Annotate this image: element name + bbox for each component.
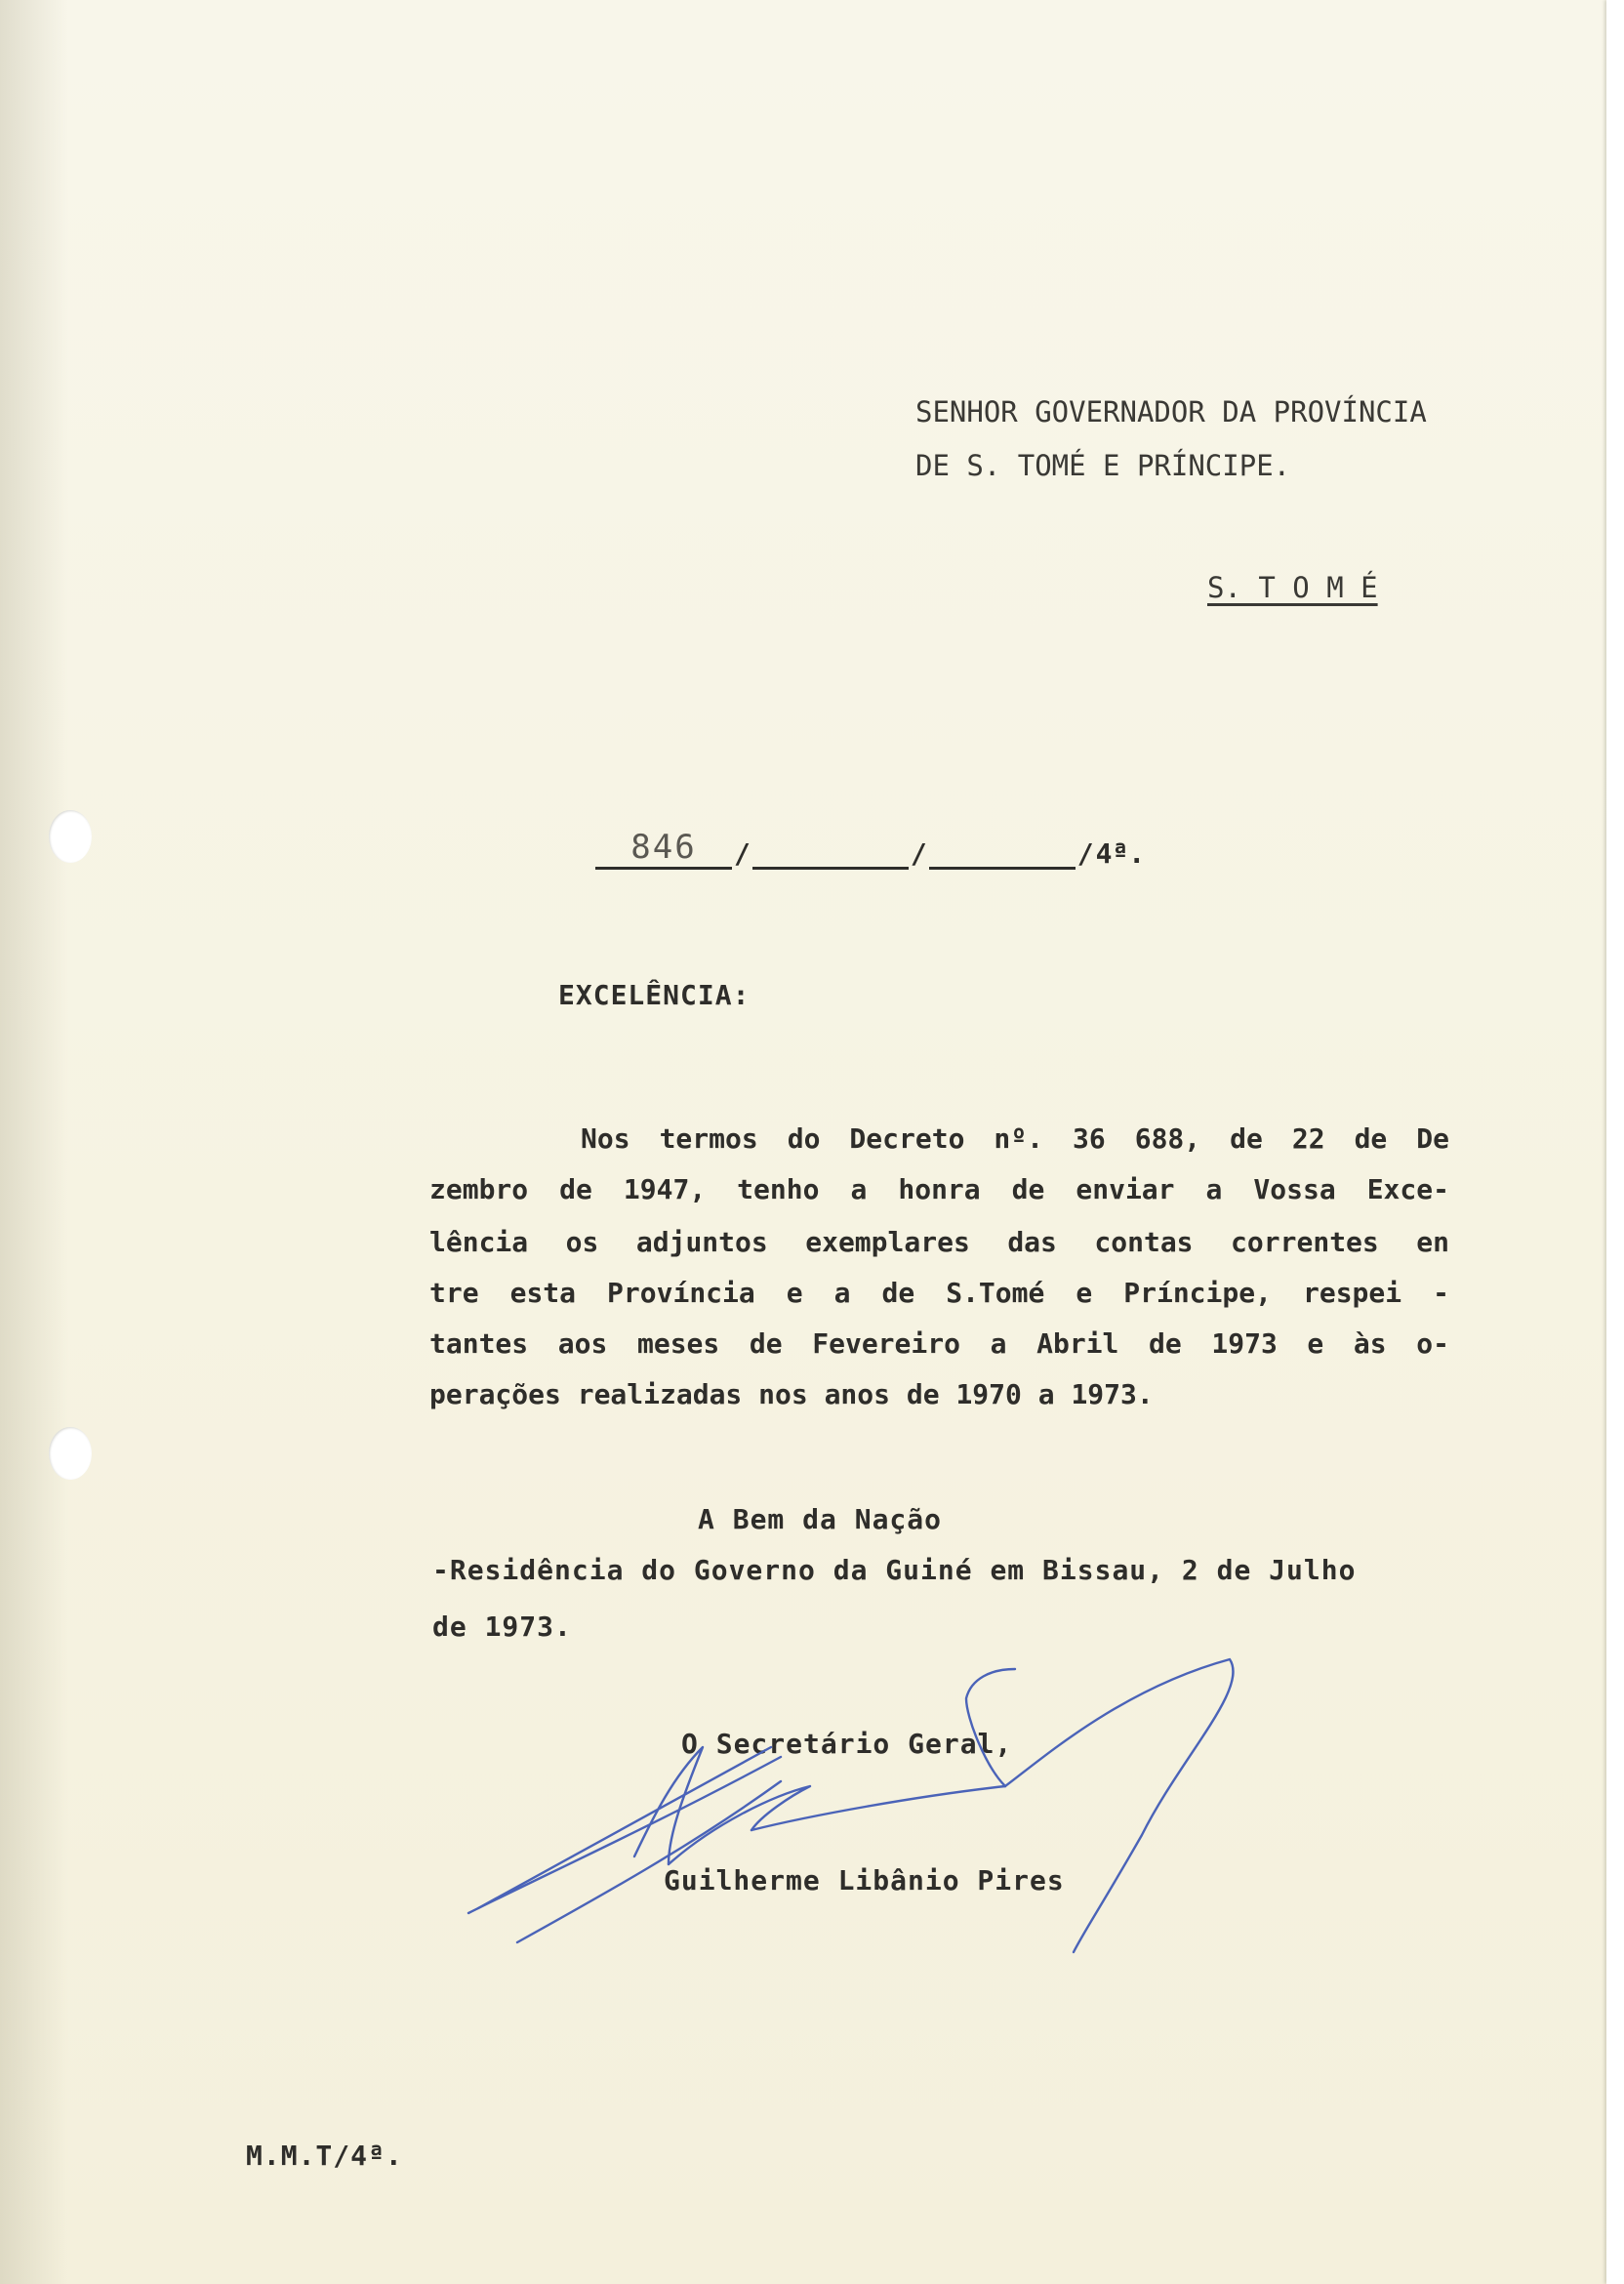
- signatory-title: O Secretário Geral,: [681, 1728, 1013, 1760]
- addressee-line-2: DE S. TOMÉ E PRÍNCIPE.: [915, 449, 1291, 482]
- closing-place-line-1: -Residência do Governo da Guiné em Bissau, 2 de Julho: [432, 1554, 1357, 1586]
- addressee-city: S. T O M É: [1207, 571, 1378, 604]
- body-line-6: perações realizadas nos anos de 1970 a 1973.: [429, 1378, 1154, 1410]
- body-line-1: Nos termos do Decreto nº. 36 688, de 22 de De: [581, 1122, 1449, 1155]
- footer-reference: M.M.T/4ª.: [246, 2140, 403, 2172]
- page-right-edge: [1606, 0, 1624, 2284]
- closing-motto: A Bem da Nação: [698, 1503, 943, 1535]
- salutation: EXCELÊNCIA:: [558, 979, 751, 1011]
- reference-suffix: 4ª.: [1095, 837, 1146, 870]
- reference-line: 846 / / / 4ª.: [595, 828, 1145, 870]
- reference-blank-1: [752, 837, 909, 870]
- reference-blank-2: [929, 837, 1076, 870]
- body-line-4: tre esta Província e a de S.Tomé e Príncipe, respei -: [429, 1277, 1449, 1309]
- addressee-line-1: SENHOR GOVERNADOR DA PROVÍNCIA: [915, 395, 1427, 428]
- closing-place-line-2: de 1973.: [432, 1611, 572, 1643]
- reference-number: 846: [595, 828, 732, 870]
- signatory-name: Guilherme Libânio Pires: [664, 1864, 1065, 1897]
- body-line-5: tantes aos meses de Fevereiro a Abril de 1973 e às o-: [429, 1327, 1449, 1360]
- handwritten-signature: [459, 1650, 1259, 1962]
- punch-hole-top: [49, 810, 92, 863]
- body-line-2: zembro de 1947, tenho a honra de enviar a Vossa Exce-: [429, 1173, 1449, 1205]
- page-left-shadow: [0, 0, 68, 2284]
- punch-hole-bottom: [49, 1427, 92, 1480]
- body-line-3: lência os adjuntos exemplares das contas correntes en: [429, 1226, 1449, 1258]
